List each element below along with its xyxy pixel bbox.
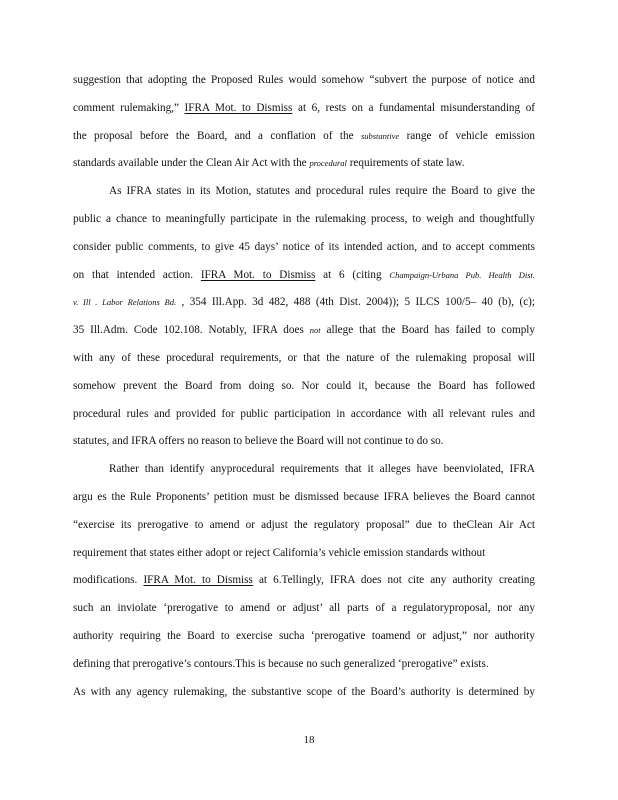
text-line: [73, 126, 535, 154]
line-text: the proposal before the Board, and a conflation of the: [73, 129, 361, 142]
text-line: [73, 404, 535, 432]
line-text: at 6 (citing: [315, 268, 390, 281]
text-line: [73, 320, 535, 348]
text-line: [73, 98, 535, 126]
line-text: statutes, and IFRA offers no reason to believe the Board will not continue to do so.: [73, 435, 444, 448]
citation-underlined: IFRA Mot. to Dismiss: [200, 268, 316, 281]
line-text: argu es the Rule Proponents’ petition must be dismissed because IFRA believes the Board cannot: [73, 490, 535, 503]
citation-underlined: IFRA Mot. to Dismiss: [143, 574, 253, 587]
line-text: requirements of state law.: [346, 157, 465, 170]
text-line: [73, 626, 535, 654]
text-line: [73, 265, 535, 293]
line-text: somehow prevent the Board from doing so. Nor could it, because the Board has followed: [73, 379, 535, 392]
line-text: modifications.: [73, 574, 144, 587]
text-line: [73, 682, 535, 710]
text-line: [73, 515, 535, 543]
line-text: such an inviolate ‘prerogative to amend or adjust’ all parts of a regulatoryproposal, nor any: [73, 602, 535, 615]
text-line: [73, 487, 535, 515]
text-line: [73, 153, 535, 181]
text-line: [73, 292, 535, 320]
text-line: [73, 376, 535, 404]
text-line: [73, 348, 535, 376]
line-text: , 354 Ill.App. 3d 482, 488 (4th Dist. 2004)); 5 ILCS 100/5– 40 (b), (c);: [176, 296, 535, 309]
line-text: public a chance to meaningfully participate in the rulemaking process, to weigh and thoughtfully: [73, 212, 535, 225]
italic-text: Champaign-Urbana Pub. Health Dist.: [389, 269, 535, 280]
italic-text: not: [309, 325, 321, 336]
italic-text: procedural: [309, 158, 347, 169]
text-line: [73, 70, 535, 98]
line-text: As IFRA states in its Motion, statutes and procedural rules require the Board to give the: [109, 185, 535, 198]
line-text: Rather than identify anyprocedural requirements that it alleges have beenviolated, IFRA: [109, 463, 535, 476]
text-line: [73, 181, 535, 209]
line-text: at 6.Tellingly, IFRA does not cite any authority creating: [252, 574, 535, 587]
line-text: with any of these procedural requirements, or that the nature of the rulemaking proposal will: [73, 351, 535, 364]
line-text: As with any agency rulemaking, the substantive scope of the Board’s authority is determined by: [73, 685, 535, 698]
text-line: [73, 543, 535, 571]
text-line: [73, 570, 535, 598]
text-line: [73, 431, 535, 459]
line-text: defining that prerogative’s contours.This is because no such generalized ‘prerogative” exists.: [73, 657, 489, 670]
text-line: [73, 654, 535, 682]
line-text: requirement that states either adopt or reject California’s vehicle emission standards without: [73, 546, 486, 559]
line-text: range of vehicle emission: [399, 129, 535, 142]
page-number: 18: [303, 734, 315, 746]
text-line: [73, 237, 535, 265]
line-text: authority requiring the Board to exercise sucha ‘prerogative toamend or adjust,” nor authority: [73, 629, 535, 642]
body-text: [73, 70, 535, 709]
line-text: comment rulemaking,”: [73, 101, 185, 114]
italic-text: substantive: [360, 130, 400, 141]
italic-text: v. Ill . Labor Relations Bd.: [73, 297, 177, 308]
line-text: “exercise its prerogative to amend or adjust the regulatory proposal” due to theClean Air Act: [73, 518, 535, 531]
text-line: [73, 598, 535, 626]
line-text: procedural rules and provided for public participation in accordance with all relevant rules and: [73, 407, 535, 420]
citation-underlined: IFRA Mot. to Dismiss: [184, 101, 293, 114]
text-line: [73, 459, 535, 487]
line-text: at 6, rests on a fundamental misunderstanding of: [292, 101, 535, 114]
text-line: [73, 209, 535, 237]
line-text: standards available under the Clean Air Act with the: [73, 157, 310, 170]
line-text: suggestion that adopting the Proposed Rules would somehow “subvert the purpose of notice and: [73, 74, 535, 86]
line-text: allege that the Board has failed to comply: [320, 324, 535, 337]
line-text: 35 Ill.Adm. Code 102.108. Notably, IFRA does: [73, 324, 310, 337]
line-text: on that intended action.: [73, 268, 201, 281]
line-text: consider public comments, to give 45 days’ notice of its intended action, and to accept comments: [73, 240, 535, 253]
